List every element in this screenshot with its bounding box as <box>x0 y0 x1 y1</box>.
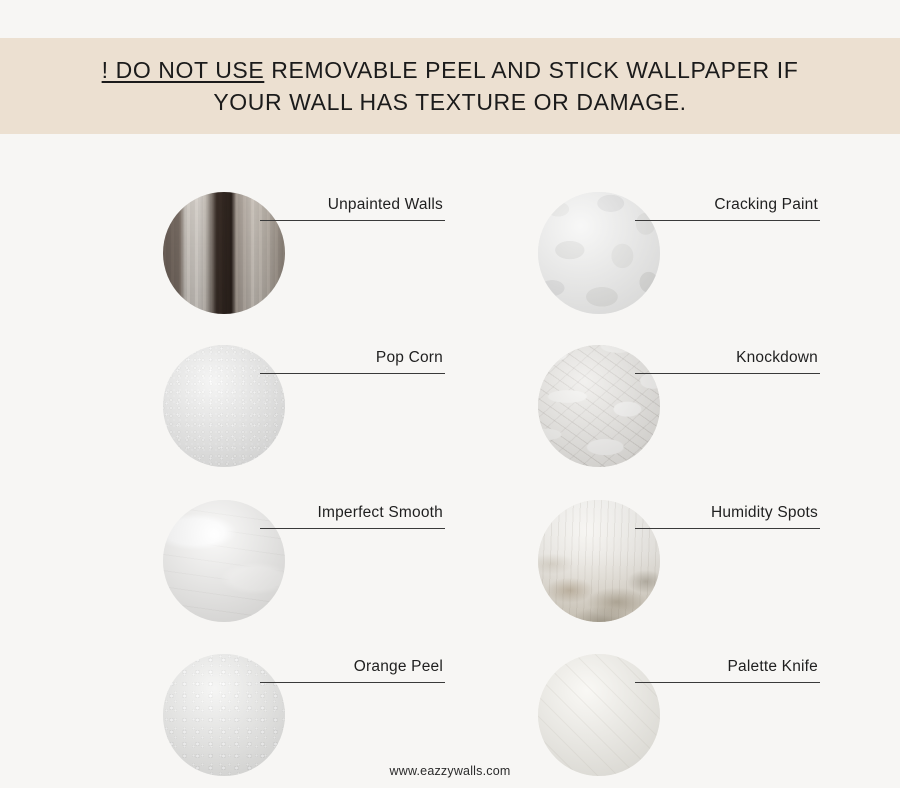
texture-label: Pop Corn <box>375 349 443 366</box>
texture-label: Palette Knife <box>727 658 818 675</box>
texture-label: Knockdown <box>736 349 818 366</box>
label-underline <box>635 528 820 529</box>
label-underline <box>635 682 820 683</box>
humidity-spots-label-group <box>635 504 820 529</box>
knockdown-label-group <box>635 349 820 374</box>
orange-peel-label-group <box>260 658 445 683</box>
warning-banner <box>0 38 900 134</box>
texture-item-pop-corn <box>145 323 445 475</box>
texture-label: Cracking Paint <box>714 196 818 213</box>
warning-emphasis: ! DO NOT USE <box>101 57 265 83</box>
texture-item-unpainted-walls <box>145 170 445 322</box>
texture-item-imperfect-smooth <box>145 478 445 630</box>
texture-item-humidity-spots <box>520 478 820 630</box>
label-underline <box>635 373 820 374</box>
label-underline <box>635 220 820 221</box>
texture-item-knockdown <box>520 323 820 475</box>
warning-banner-line-2: YOUR WALL HAS TEXTURE OR DAMAGE. <box>213 89 687 115</box>
label-underline <box>260 528 445 529</box>
warning-banner-line-1 <box>102 54 799 86</box>
label-underline <box>260 220 445 221</box>
texture-label: Orange Peel <box>353 658 443 675</box>
warning-line-1-rest: REMOVABLE PEEL AND STICK WALLPAPER IF <box>264 57 799 83</box>
texture-label: Humidity Spots <box>710 504 818 521</box>
pop-corn-label-group <box>260 349 445 374</box>
imperfect-smooth-label-group <box>260 504 445 529</box>
cracking-paint-label-group <box>635 196 820 221</box>
unpainted-walls-label-group <box>260 196 445 221</box>
label-underline <box>260 682 445 683</box>
website-url[interactable]: www.eazzywalls.com <box>389 764 511 778</box>
texture-label: Unpainted Walls <box>327 196 443 213</box>
texture-label: Imperfect Smooth <box>317 504 443 521</box>
texture-item-cracking-paint <box>520 170 820 322</box>
footer <box>0 762 900 780</box>
palette-knife-label-group <box>635 658 820 683</box>
label-underline <box>260 373 445 374</box>
texture-grid <box>0 150 900 750</box>
